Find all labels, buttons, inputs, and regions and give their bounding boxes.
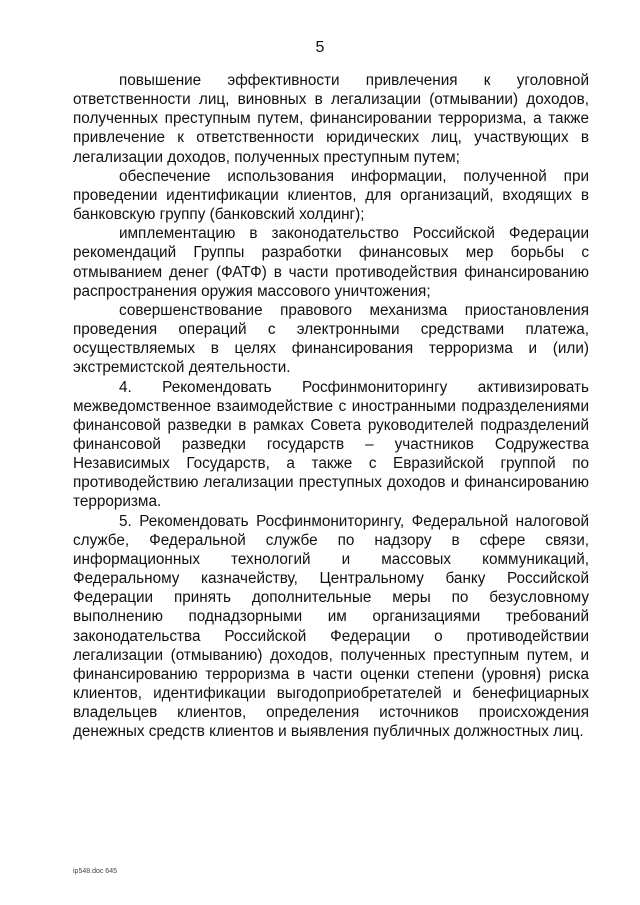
paragraph: 4. Рекомендовать Росфинмониторингу активизировать межведомственное взаимодействие с иностранными подразделениями финансовой разведки в рамках Совета руководителей подразделений финансовой разведки государств – участников Содружества Независимых Государств, а также с Евразийской группой по противодействию легализации преступных доходов и финансированию терроризма. (73, 378, 589, 511)
footer-doc-code: ip548.doc 645 (73, 868, 117, 875)
paragraph: 5. Рекомендовать Росфинмониторингу, Федеральной налоговой службе, Федеральной службе по надзору в сфере связи, информационных технологий и массовых коммуникаций, Федеральному казначейству, Центральному банку Российской Федерации принять дополнительные меры по безусловному выполнению поднадзорными им организациями требований законодательства Российской Федерации о противодействии легализации (отмыванию) доходов, полученных преступным путем, и финансированию терроризма в части оценки степени (уровня) риска клиентов, идентификации выгодоприобретателей и бенефициарных владельцев клиентов, определения источников происхождения денежных средств клиентов и выявления публичных должностных лиц. (73, 512, 589, 741)
paragraph: обеспечение использования информации, полученной при проведении идентификации клиентов, для организаций, входящих в банковскую группу (банковский холдинг); (73, 167, 589, 224)
paragraph: повышение эффективности привлечения к уголовной ответственности лиц, виновных в легализации (отмывании) доходов, полученных преступным путем, финансировании терроризма, а также привлечение к ответственности юридических лиц, участвующих в легализации доходов, полученных преступным путем; (73, 72, 589, 166)
paragraph: совершенствование правового механизма приостановления проведения операций с электронными средствами платежа, осуществляемых в целях финансирования терроризма и (или) экстремистской деятельности. (73, 301, 589, 377)
paragraph: имплементацию в законодательство Российской Федерации рекомендаций Группы разработки финансовых мер борьбы с отмыванием денег (ФАТФ) в части противодействия финансированию распространения оружия массового уничтожения; (73, 225, 589, 300)
page-number: 5 (315, 39, 325, 56)
document-body (73, 71, 589, 741)
